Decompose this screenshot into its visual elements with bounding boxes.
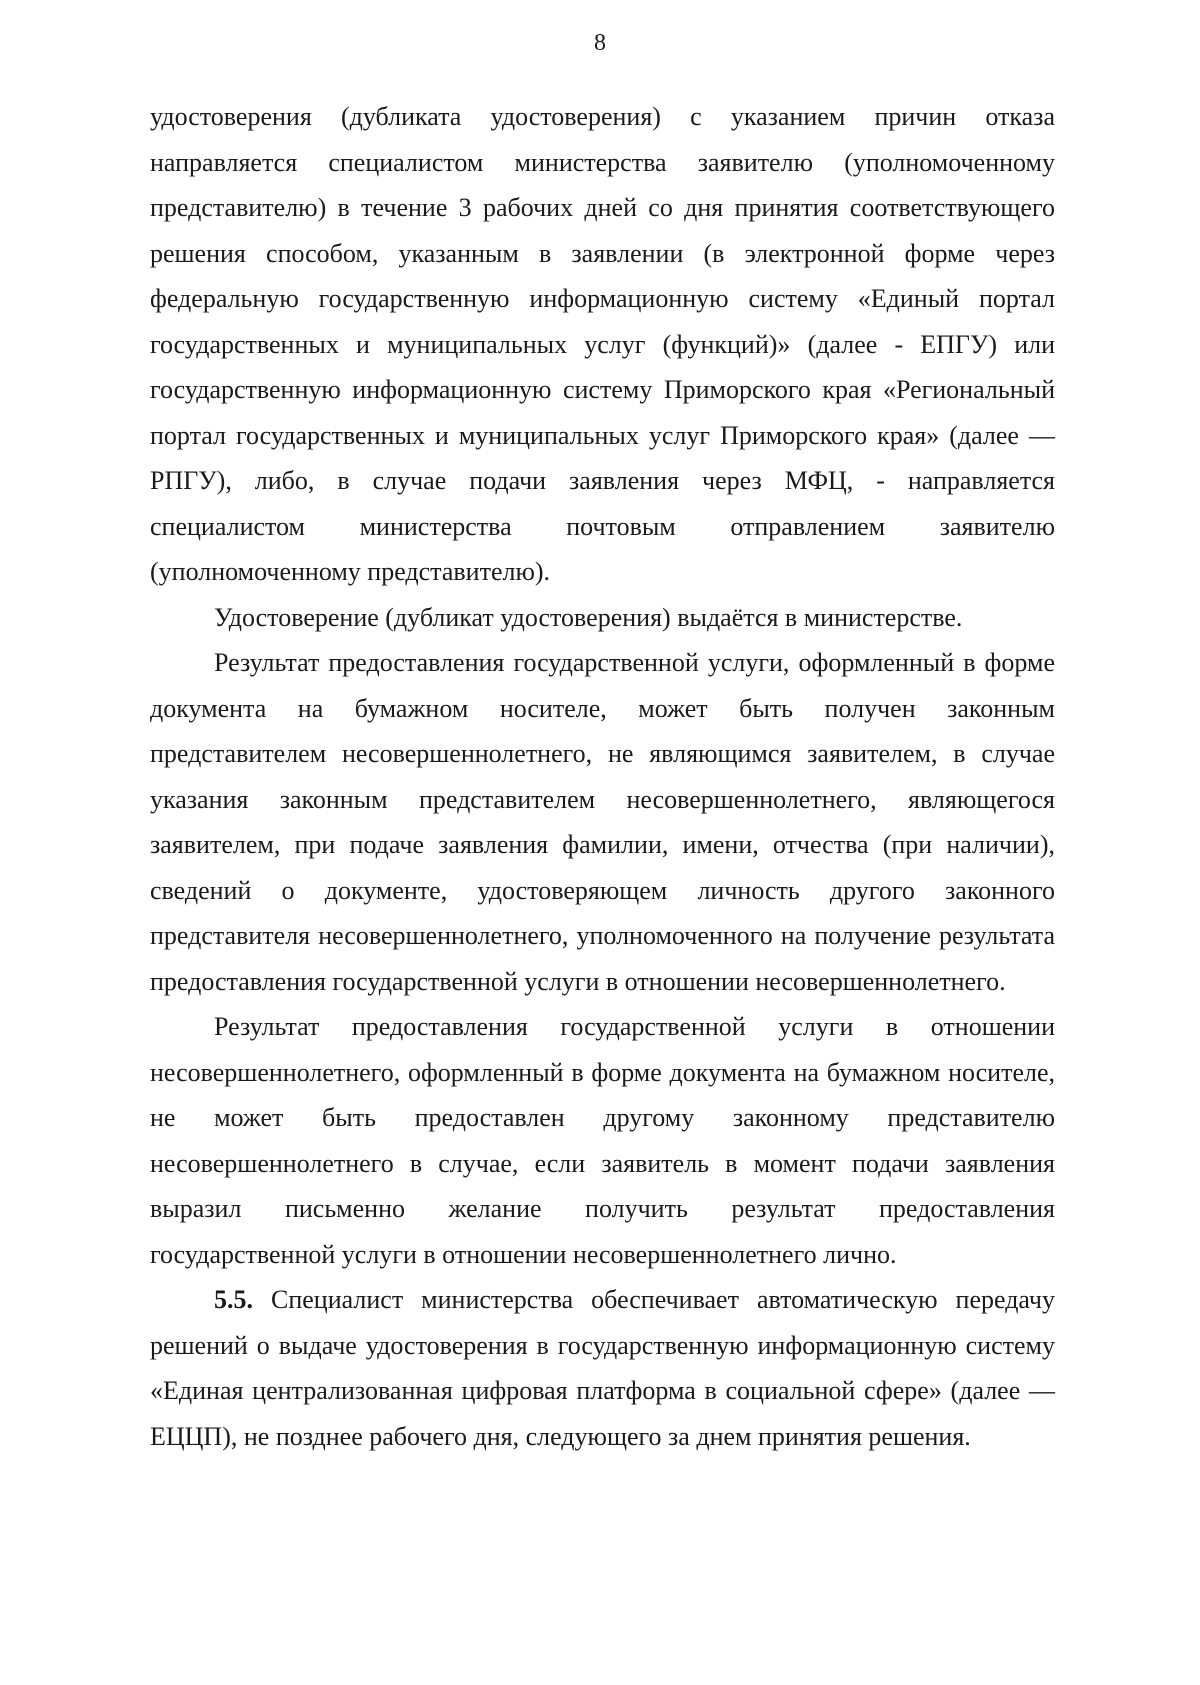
- paragraph-5-5: [150, 1277, 1055, 1459]
- page-number: 8: [594, 30, 606, 56]
- document-body: [150, 94, 1055, 1459]
- clause-text: Специалист министерства обеспечивает автоматическую передачу решений о выдаче удостоверения в государственную информационную систему «Единая централизованная цифровая платформа в социальной сфере» (далее — ЕЦЦП), не позднее рабочего дня, следующего за днем принятия решения.: [150, 1285, 1056, 1451]
- clause-number: 5.5.: [214, 1285, 253, 1314]
- paragraph-result-restriction: Результат предоставления государственной услуги в отношении несовершеннолетнего, оформленный в форме документа на бумажном носителе, не может быть предоставлен другому законному представителю несовершеннолетнего в случае, если заявитель в момент подачи заявления выразил письменно желание получить результат предоставления государственной услуги в отношении несовершеннолетнего лично.: [150, 1012, 1055, 1269]
- paragraph-continuation: удостоверения (дубликата удостоверения) с указанием причин отказа направляется специалистом министерства заявителю (уполномоченному представителю) в течение 3 рабочих дней со дня принятия соответствующего решения способом, указанным в заявлении (в электронной форме через федеральную государственную информационную систему «Единый портал государственных и муниципальных услуг (функций)» (далее - ЕПГУ) или государственную информационную систему Приморского края «Региональный портал государственных и муниципальных услуг Приморского края» (далее — РПГУ), либо, в случае подачи заявления через МФЦ, - направляется специалистом министерства почтовым отправлением заявителю (уполномоченному представителю).: [150, 102, 1055, 586]
- paragraph-result-receipt: Результат предоставления государственной услуги, оформленный в форме документа на бумажном носителе, может быть получен законным представителем несовершеннолетнего, не являющимся заявителем, в случае указания законным представителем несовершеннолетнего, являющегося заявителем, при подаче заявления фамилии, имени, отчества (при наличии), сведений о документе, удостоверяющем личность другого законного представителя несовершеннолетнего, уполномоченного на получение результата предоставления государственной услуги в отношении несовершеннолетнего.: [150, 648, 1055, 996]
- paragraph-issuance: Удостоверение (дубликат удостоверения) выдаётся в министерстве.: [214, 602, 963, 632]
